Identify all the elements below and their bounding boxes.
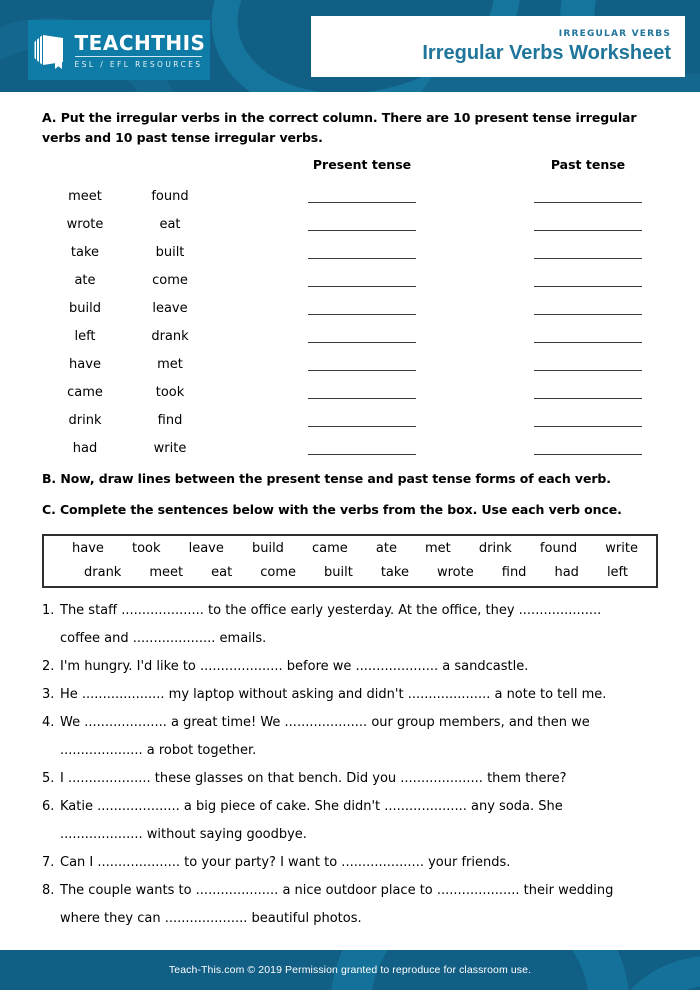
present-answer-blank — [308, 342, 416, 343]
past-answer-blank — [534, 342, 642, 343]
verb-word-box — [42, 534, 658, 588]
table-row — [42, 238, 658, 266]
present-answer-blank — [308, 258, 416, 259]
sentence-line: We .................... a great time! We .................... our group members, and then we — [60, 715, 590, 730]
sentence-item — [42, 849, 658, 877]
verb-word: met — [157, 356, 183, 372]
present-answer-blank — [308, 286, 416, 287]
verb-word: left — [74, 328, 96, 344]
box-word: write — [605, 541, 638, 556]
book-icon — [33, 31, 67, 69]
sentence-item — [42, 597, 658, 653]
box-word: drank — [84, 565, 122, 580]
brand-tagline: ESL / EFL RESOURCES — [75, 56, 203, 69]
verb-word: write — [153, 440, 187, 456]
verb-word: had — [72, 440, 98, 456]
page-header — [0, 0, 700, 92]
verb-word: wrote — [66, 216, 104, 232]
box-word: eat — [211, 565, 233, 580]
verb-word: meet — [68, 188, 102, 204]
verb-word: ate — [74, 272, 96, 288]
worksheet-category: IRREGULAR VERBS — [558, 28, 671, 39]
box-word: come — [260, 565, 296, 580]
sentence-line: .................... a robot together. — [60, 743, 257, 758]
box-word: leave — [188, 541, 224, 556]
sentence-number: 5. — [42, 771, 55, 786]
verb-word: drank — [151, 328, 189, 344]
verb-sorting-table — [42, 182, 658, 462]
past-answer-blank — [534, 258, 642, 259]
past-answer-blank — [534, 202, 642, 203]
sentence-line: where they can .................... beautiful photos. — [60, 911, 362, 926]
table-row — [42, 322, 658, 350]
box-word: meet — [149, 565, 184, 580]
sentence-number: 8. — [42, 883, 55, 898]
present-answer-blank — [308, 230, 416, 231]
table-row — [42, 378, 658, 406]
box-word: came — [312, 541, 348, 556]
teachthis-logo — [28, 20, 210, 80]
present-answer-blank — [308, 314, 416, 315]
box-word: had — [554, 565, 579, 580]
logo-text — [75, 32, 206, 69]
fill-in-sentences — [42, 597, 658, 933]
section-a-instructions: A. Put the irregular verbs in the correct column. There are 10 present tense irregular verbs and 10 past tense irregular verbs. — [42, 110, 637, 145]
verb-word: build — [69, 300, 101, 316]
verb-word: leave — [152, 300, 188, 316]
sentence-number: 7. — [42, 855, 55, 870]
word-box-row — [44, 561, 656, 585]
sentence-item — [42, 709, 658, 765]
brand-name: TEACHTHIS — [74, 30, 206, 55]
present-answer-blank — [308, 454, 416, 455]
table-row — [42, 210, 658, 238]
verb-word: built — [155, 244, 185, 260]
sentence-line: I'm hungry. I'd like to .................... before we .................... a sandcastle. — [60, 659, 529, 674]
box-word: take — [380, 565, 409, 580]
past-answer-blank — [534, 370, 642, 371]
table-row — [42, 434, 658, 462]
sentence-item — [42, 653, 658, 681]
box-word: built — [324, 565, 353, 580]
sentence-line: Katie .................... a big piece of cake. She didn't .................... any soda. She — [60, 799, 563, 814]
sentence-item — [42, 793, 658, 849]
verb-word: come — [152, 272, 188, 288]
worksheet-body — [0, 92, 700, 933]
sentence-item — [42, 681, 658, 709]
box-word: found — [539, 541, 578, 556]
box-word: took — [131, 541, 161, 556]
worksheet-title: Irregular Verbs Worksheet — [422, 41, 671, 64]
verb-word: found — [151, 188, 189, 204]
verb-word: eat — [159, 216, 181, 232]
section-c-instructions: C. Complete the sentences below with the verbs from the box. Use each verb once. — [42, 502, 622, 517]
box-word: find — [501, 565, 527, 580]
verb-word: take — [70, 244, 100, 260]
sentence-number: 1. — [42, 603, 55, 618]
present-answer-blank — [308, 202, 416, 203]
table-row — [42, 266, 658, 294]
sentence-line: I .................... these glasses on that bench. Did you .................... them there? — [60, 771, 567, 786]
sentence-number: 3. — [42, 687, 55, 702]
box-word: met — [425, 541, 451, 556]
sentence-number: 6. — [42, 799, 55, 814]
verb-word: drink — [68, 412, 102, 428]
present-answer-blank — [308, 426, 416, 427]
table-row — [42, 350, 658, 378]
past-answer-blank — [534, 454, 642, 455]
sentence-line: The staff .................... to the office early yesterday. At the office, they .................... — [60, 603, 602, 618]
box-word: drink — [478, 541, 512, 556]
past-answer-blank — [534, 230, 642, 231]
sentence-line: The couple wants to .................... a nice outdoor place to .................... their wedding — [60, 883, 614, 898]
sentence-number: 4. — [42, 715, 55, 730]
verb-word: find — [157, 412, 183, 428]
sentence-line: He .................... my laptop without asking and didn't .................... a note to tell me. — [60, 687, 607, 702]
past-answer-blank — [534, 398, 642, 399]
title-box — [311, 16, 685, 77]
copyright-text: Teach-This.com © 2019 Permission granted to reproduce for classroom use. — [168, 964, 532, 976]
sentence-line: .................... without saying goodbye. — [60, 827, 307, 842]
box-word: wrote — [436, 565, 474, 580]
box-word: ate — [375, 541, 397, 556]
past-answer-blank — [534, 426, 642, 427]
box-word: left — [606, 565, 628, 580]
present-tense-header: Present tense — [312, 157, 412, 172]
table-row — [42, 182, 658, 210]
past-answer-blank — [534, 286, 642, 287]
table-row — [42, 406, 658, 434]
sentence-number: 2. — [42, 659, 55, 674]
verb-word: have — [69, 356, 101, 372]
past-answer-blank — [534, 314, 642, 315]
box-word: build — [251, 541, 284, 556]
sentence-line: Can I .................... to your party? I want to .................... your friends. — [60, 855, 511, 870]
box-word: have — [72, 541, 104, 556]
sentence-item — [42, 765, 658, 793]
present-answer-blank — [308, 398, 416, 399]
past-tense-header: Past tense — [550, 157, 626, 172]
sentence-line: coffee and .................... emails. — [60, 631, 267, 646]
section-b-instructions: B. Now, draw lines between the present tense and past tense forms of each verb. — [42, 471, 611, 486]
present-answer-blank — [308, 370, 416, 371]
sentence-item — [42, 877, 658, 933]
table-row — [42, 294, 658, 322]
verb-word: came — [67, 384, 103, 400]
column-headers — [42, 157, 658, 177]
verb-word: took — [155, 384, 185, 400]
word-box-row — [44, 537, 656, 561]
page-footer — [0, 950, 700, 990]
